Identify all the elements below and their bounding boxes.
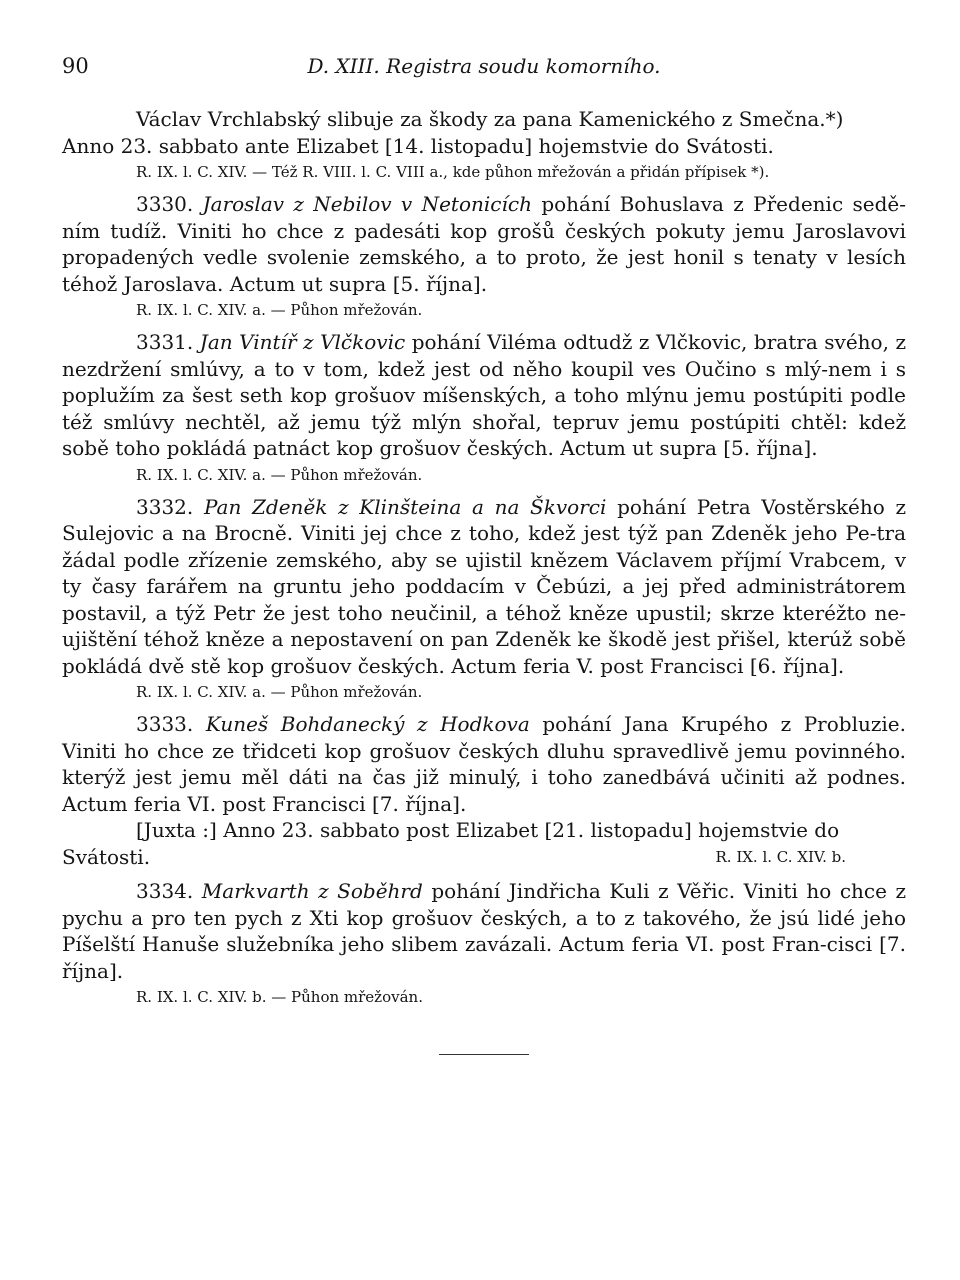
entry-text: pohání Viléma odtudž z Vlčkovic, bratra svého, z nezdržení smlúvy, a to v tom, kdež jest od něho koupil ves Oučino s mlý-nem i s poplužím za šest seth kop grošuov míšenských, a toho mlýnu jemu postúpiti podle též smlúvy nechtěl, až jemu týž mlýn shořal, tepruv jemu postúpiti chtěl: kdež sobě toho pokládá patnáct kop grošuov českých. Actum ut supra [5. října]. [62, 330, 907, 460]
juxta-line-1: [Juxta :] Anno 23. sabbato post Elizabet [21. listopadu] hojemstvie do [136, 818, 840, 842]
entry-3333 [62, 711, 906, 817]
running-title: D. XIII. Registra soudu komorního. [307, 54, 661, 78]
intro-line-1: Václav Vrchlabský slibuje za škody za pana Kamenického z Smečna.*) [136, 107, 844, 131]
entry-text: pohání Petra Vostěrského z Sulejovic a na Brocně. Viniti jej chce z toho, kdež jest týž pan Zdeněk jeho Pe-tra žádal podle zřízenie zemského, aby se ujistil knězem Václavem příjmí Vrabcem, v ty časy farářem na gruntu jeho poddacím v Čebúzi, a jej před administrátorem postavil, a týž Petr že jest toho neučinil, a téhož kněze upustil; skrze kteréžto ne-ujištění téhož kněze a nepostavení on pan Zdeněk ke škodě jest přišel, kterúž sobě pokládá dvě stě kop grošuov českých. Actum feria V. post Francisci [6. října]. [62, 494, 907, 678]
entry-3332 [62, 494, 906, 680]
entry-party: Kuneš Bohdanecký z Hodkova [205, 712, 530, 736]
entry-party: Markvarth z Soběhrd [201, 879, 423, 903]
juxta-line-2 [62, 844, 906, 871]
entry-text: pohání Jindřicha Kuli z Věřic. Viniti ho chce z pychu a pro ten pych z Xti kop grošuov českých, a to z takového, že jsú lidé jeho Píšelští Hanuše služebníka jeho slibem zavázali. Actum feria VI. post Fran-cisci [7. října]. [62, 879, 907, 983]
entry-number: 3333. [136, 712, 194, 736]
entry-3334-note: R. IX. l. C. XIV. b. — Půhon mřežován. [136, 988, 423, 1006]
entry-3330-note: R. IX. l. C. XIV. a. — Půhon mřežován. [136, 301, 423, 319]
juxta-signature: R. IX. l. C. XIV. b. [715, 847, 846, 866]
page-number: 90 [62, 54, 89, 78]
entry-3331-note: R. IX. l. C. XIV. a. — Půhon mřežován. [136, 465, 423, 484]
entry-3332-note: R. IX. l. C. XIV. a. — Půhon mřežován. [136, 683, 423, 701]
entry-number: 3330. [136, 192, 194, 216]
entry-party: Jan Vintíř z Vlčkovic [199, 330, 406, 354]
entry-party: Pan Zdeněk z Klinšteina a na Škvorci [203, 494, 607, 519]
page-header [62, 50, 906, 90]
juxta-text: Svátosti. [62, 844, 151, 869]
entry-3331 [62, 329, 906, 462]
intro-line-2: Anno 23. sabbato ante Elizabet [14. listopadu] hojemstvie do Svátosti. [62, 133, 774, 158]
document-page [62, 50, 906, 1055]
entry-3334 [62, 878, 906, 984]
entry-text: pohání Bohuslava z Předenic sedě-ním tudíž. Viniti ho chce z padesáti kop grošů českých pokuty jemu Jaroslavovi propadených vedle svolenie zemského, a to proto, že jest honil s tenaty v lesích téhož Jaroslava. Actum ut supra [5. října]. [62, 192, 906, 296]
entry-text: pohání Jana Krupého z Probluzie. Viniti ho chce ze třidceti kop grošuov českých dluhu spravedlivě jemu povinného. kterýž jest jemu měl dáti na čas již minulý, i toho zanedbává učiniti až podnes. Actum feria VI. post Francisci [7. října]. [62, 712, 906, 816]
end-rule [439, 1054, 529, 1055]
entry-number: 3332. [136, 494, 194, 519]
entry-number: 3334. [136, 879, 194, 903]
entry-number: 3331. [136, 330, 194, 354]
intro-note: R. IX. l. C. XIV. — Též R. VIII. l. C. VIII a., kde půhon mřežován a přidán přípisek *). [136, 163, 770, 181]
entry-3330 [62, 191, 906, 297]
entry-party: Jaroslav z Nebilov v Netonicích [202, 192, 532, 216]
